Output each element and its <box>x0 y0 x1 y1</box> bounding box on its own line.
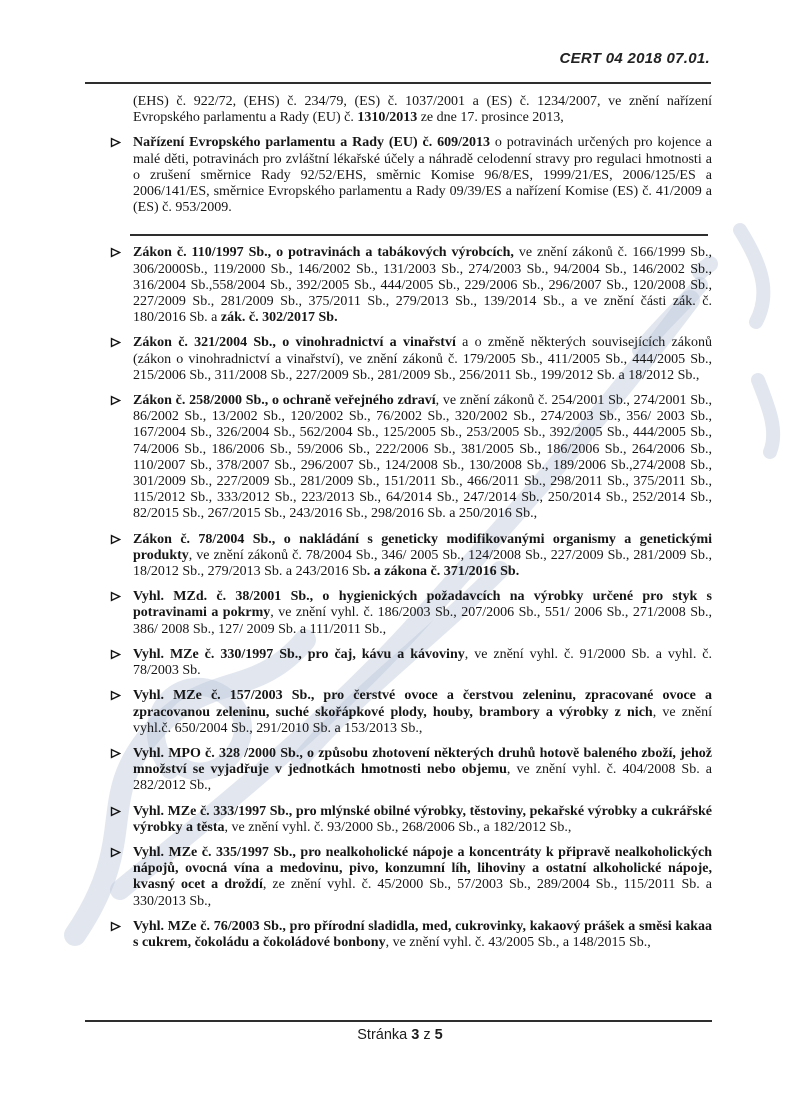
total-pages: 5 <box>434 1027 443 1043</box>
bullet-arrow-icon <box>110 335 133 384</box>
law-item-text: Vyhl. MZe č. 330/1997 Sb., pro čaj, kávu a kávoviny, ve znění vyhl. č. 91/2000 Sb. a vyhl. č. 78/2003 Sb. <box>133 646 712 679</box>
law-item <box>110 393 712 523</box>
bullet-arrow-icon <box>110 393 133 523</box>
law-item-text: Zákon č. 110/1997 Sb., o potravinách a tabákových výrobcích, ve znění zákonů č. 166/1999 Sb., 306/2000Sb., 119/2000 Sb., 146/2002 Sb., 131/2003 Sb., 274/2003 Sb., 94/2004 Sb., 146/2002 Sb., 316/2004 Sb.,558/2004 Sb., 392/2005 Sb., 444/2005 Sb., 229/2006 Sb., 296/2007 Sb., 120/2008 Sb., 227/2009 Sb., 281/2009 Sb., 375/2011 Sb., 279/2013 Sb., 139/2014 Sb., a ve znění části zák. č. 180/2016 Sb. a zák. č. 302/2017 Sb. <box>133 245 712 326</box>
bullet-arrow-icon <box>110 746 133 795</box>
page-footer <box>0 1027 800 1043</box>
law-item-text: Nařízení Evropského parlamentu a Rady (EU) č. 609/2013 o potravinách určených pro kojence a malé děti, potravinách pro zvláštní lékařské účely a náhradě celodenní stravy pro regulaci hmotnosti a o zrušení směrnice Rady 92/52/EHS, směrnic Komise 96/8/ES, 1999/21/ES, 2006/125/ES a 2006/141/ES, směrnice Evropského parlamentu a Rady 09/39/ES a nařízení Komise (ES) č. 41/2009 a (ES) č. 953/2009. <box>133 135 712 216</box>
section-divider <box>130 234 708 236</box>
law-item-text: Zákon č. 78/2004 Sb., o nakládání s geneticky modifikovanými organismy a genetickými produkty, ve znění zákonů č. 78/2004 Sb., 346/ 2005 Sb., 124/2008 Sb., 227/2009 Sb., 281/2009 Sb., 18/2012 Sb., 279/2013 Sb. a 243/2016 Sb. a zákona č. 371/2016 Sb. <box>133 531 712 580</box>
page-number: 3 <box>411 1027 420 1043</box>
law-item-text: Zákon č. 258/2000 Sb., o ochraně veřejného zdraví, ve znění zákonů č. 254/2001 Sb., 274/2001 Sb., 86/2002 Sb., 13/2002 Sb., 120/2002 Sb., 76/2002 Sb., 320/2002 Sb., 274/2003 Sb., 356/ 2003 Sb., 167/2004 Sb., 326/2004 Sb., 562/2004 Sb., 125/2005 Sb., 253/2005 Sb., 392/2005 Sb., 444/2005 Sb., 74/2006 Sb., 186/2006 Sb., 59/2006 Sb., 222/2006 Sb., 381/2005 Sb., 186/2006 Sb., 264/2006 Sb., 110/2007 Sb., 378/2007 Sb., 296/2007 Sb., 124/2008 Sb., 130/2008 Sb., 189/2006 Sb.,274/2008 Sb., 301/2009 Sb., 227/2009 Sb., 281/2009 Sb., 151/2011 Sb., 466/2011 Sb., 298/2011 Sb., 375/2011 Sb., 115/2012 Sb., 333/2012 Sb., 223/2013 Sb., 64/2014 Sb., 247/2014 Sb., 250/2014 Sb., 252/2014 Sb., 82/2015 Sb., 267/2015 Sb., 243/2016 Sb., 298/2016 Sb. a 250/2016 Sb., <box>133 393 712 522</box>
law-item-text: Vyhl. MZe č. 333/1997 Sb., pro mlýnské obilné výrobky, těstoviny, pekařské výrobky a cukrářské výrobky a těsta, ve znění vyhl. č. 93/2000 Sb., 268/2006 Sb., a 182/2012 Sb., <box>133 803 712 835</box>
law-item <box>110 532 712 581</box>
law-item <box>110 335 712 384</box>
bullet-arrow-icon <box>110 845 133 910</box>
intro-paragraph: (EHS) č. 922/72, (EHS) č. 234/79, (ES) č. 1037/2001 a (ES) č. 1234/2007, ve znění nařízení Evropského parlamentu a Rady (EU) č. 1310/2013 ze dne 17. prosince 2013, <box>133 94 712 126</box>
section-eu-regulations <box>85 135 712 216</box>
page-header <box>559 50 710 67</box>
footer-divider <box>85 1020 712 1022</box>
law-item-text: Vyhl. MZe č. 335/1997 Sb., pro nealkoholické nápoje a koncentráty k připravě nealkoholických nápojů, ovocná vína a medovinu, pivo, konzumní líh, lihoviny a ostatní alkoholické nápoje, kvasný ocet a droždí, ze znění vyhl. č. 45/2000 Sb., 57/2003 Sb., 289/2004 Sb., 115/2011 Sb. a 330/2013 Sb., <box>133 844 712 909</box>
bullet-arrow-icon <box>110 245 133 326</box>
law-item-text: Vyhl. MZe č. 157/2003 Sb., pro čerstvé ovoce a čerstvou zeleninu, zpracované ovoce a zpracovanou zeleninu, suché skořápkové plody, houby, brambory a výrobky z nich, ve znění vyhl.č. 650/2004 Sb., 291/2010 Sb. a 153/2013 Sb., <box>133 688 713 736</box>
law-item-text: Vyhl. MZd. č. 38/2001 Sb., o hygienických požadavcích na výrobky určené pro styk s potravinami a pokrmy, ve znění vyhl. č. 186/2003 Sb., 207/2006 Sb., 551/ 2006 Sb., 271/2008 Sb., 386/ 2008 Sb., 127/ 2009 Sb. a 111/2011 Sb., <box>133 589 712 637</box>
bullet-arrow-icon <box>110 532 133 581</box>
bullet-arrow-icon <box>110 804 133 836</box>
law-item <box>110 589 712 638</box>
law-item <box>110 746 712 795</box>
law-item <box>110 845 712 910</box>
law-item-text: Vyhl. MPO č. 328 /2000 Sb., o způsobu zhotovení některých druhů hotově baleného zboží, jehož množství se vyjadřuje v jednotkách hmotnosti nebo objemu, ve znění vyhl. č. 404/2008 Sb. a 282/2012 Sb., <box>133 745 712 794</box>
bullet-arrow-icon <box>110 919 133 951</box>
law-item <box>110 919 712 951</box>
section-national-laws <box>85 245 712 951</box>
footer-separator: z <box>419 1027 435 1043</box>
bullet-arrow-icon <box>110 589 133 638</box>
document-body <box>85 94 712 951</box>
law-item <box>110 688 712 737</box>
law-item <box>110 135 712 216</box>
law-item-text: Vyhl. MZe č. 76/2003 Sb., pro přírodní sladidla, med, cukrovinky, kakaový prášek a směsi kakaa s cukrem, čokoládu a čokoládové bonbony, ve znění vyhl. č. 43/2005 Sb., a 148/2015 Sb., <box>133 918 712 950</box>
law-item-text: Zákon č. 321/2004 Sb., o vinohradnictví a vinařství a o změně některých souvisejících zákonů (zákon o vinohradnictví a vinařství), ve znění zákonů č. 179/2005 Sb., 411/2005 Sb., 444/2005 Sb., 215/2006 Sb., 311/2008 Sb., 227/2009 Sb., 281/2009 Sb., 256/2011 Sb., 199/2012 Sb. a 18/2012 Sb., <box>133 335 712 383</box>
bullet-arrow-icon <box>110 688 133 737</box>
cert-code: CERT 04 2018 07.01. <box>559 50 710 67</box>
bullet-arrow-icon <box>110 647 133 679</box>
bullet-arrow-icon <box>110 135 133 216</box>
header-divider <box>85 82 711 84</box>
law-item <box>110 245 712 326</box>
footer-label: Stránka <box>357 1027 412 1043</box>
law-item <box>110 647 712 679</box>
law-item <box>110 804 712 836</box>
